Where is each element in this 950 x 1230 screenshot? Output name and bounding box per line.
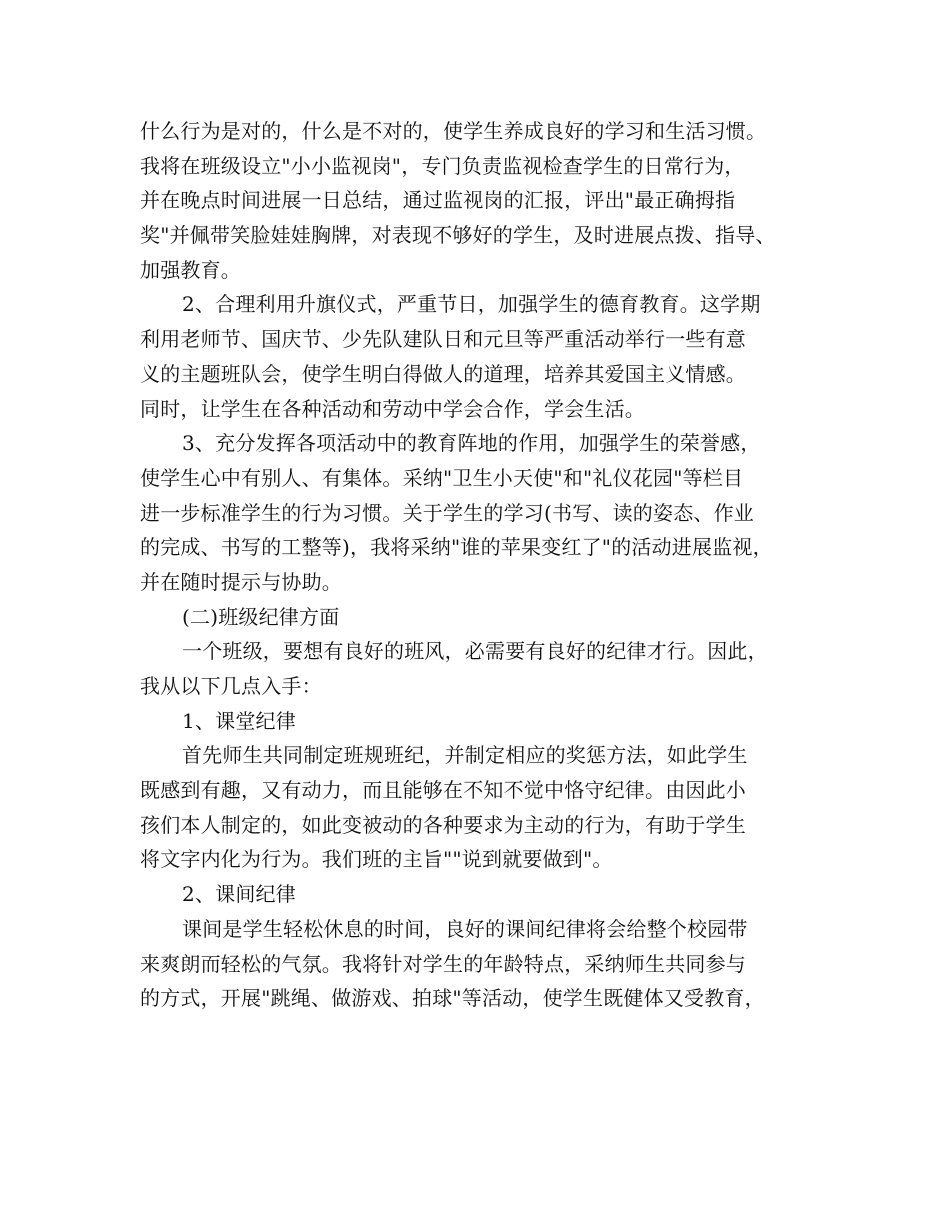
text-line: 既感到有趣，又有动力，而且能够在不知不觉中恪守纪律。由因此小 <box>140 778 746 803</box>
text-line: 加强教育。 <box>140 257 241 282</box>
paragraph-first-line: (二)班级纪律方面 <box>182 604 340 629</box>
paragraph-first-line: 2、合理利用升旗仪式，严重节日，加强学生的德育教育。这学期 <box>182 292 761 317</box>
text-line: 利用老师节、国庆节、少先队建队日和元旦等严重活动举行一些有意 <box>140 327 746 352</box>
text-line: 我从以下几点入手： <box>140 674 322 698</box>
text-line: 并在晚点时间进展一日总结，通过监视岗的汇报，评出"最正确拇指 <box>140 188 736 213</box>
paragraph-first-line: 首先师生共同制定班规班纪，并制定相应的奖惩方法，如此学生 <box>182 743 748 768</box>
text-line: 同时，让学生在各种活动和劳动中学会合作，学会生活。 <box>140 396 645 421</box>
text-line: 将文字内化为行为。我们班的主旨""说到就要做到"。 <box>140 847 613 872</box>
text-line: 的方式，开展"跳绳、做游戏、拍球"等活动，使学生既健体又受教育， <box>140 986 765 1011</box>
text-line: 义的主题班队会，使学生明白得做人的道理，培养其爱国主义情感。 <box>140 361 746 386</box>
paragraph-first-line: 一个班级，要想有良好的班风，必需要有良好的纪律才行。因此， <box>182 639 768 664</box>
paragraph-first-line: 3、充分发挥各项活动中的教育阵地的作用，加强学生的荣誉感， <box>182 431 761 456</box>
paragraph-first-line: 2、课间纪律 <box>182 882 296 907</box>
text-line: 奖"并佩带笑脸娃娃胸牌，对表现不够好的学生，及时进展点拨、指导、 <box>140 223 776 248</box>
text-line: 并在随时提示与协助。 <box>140 569 342 594</box>
text-line: 使学生心中有别人、有集体。采纳"卫生小天使"和"礼仪花园"等栏目 <box>140 465 744 490</box>
text-line: 的完成、书写的工整等)，我将采纳"谁的苹果变红了"的活动进展监视， <box>140 535 773 560</box>
text-line: 来爽朗而轻松的气氛。我将针对学生的年龄特点，采纳师生共同参与 <box>140 951 746 976</box>
text-line: 孩们本人制定的，如此变被动的各种要求为主动的行为，有助于学生 <box>140 812 746 837</box>
text-line: 我将在班级设立"小小监视岗"，专门负责监视检查学生的日常行为， <box>140 153 745 178</box>
text-line: 进一步标准学生的行为习惯。关于学生的学习(书写、读的姿态、作业 <box>140 500 755 525</box>
body-text <box>140 114 830 1016</box>
text-line: 什么行为是对的，什么是不对的，使学生养成良好的学习和生活习惯。 <box>140 119 767 143</box>
paragraph-first-line: 课间是学生轻松休息的时间，良好的课间纪律将会给整个校园带 <box>182 916 748 941</box>
paragraph-first-line: 1、课堂纪律 <box>182 708 296 733</box>
